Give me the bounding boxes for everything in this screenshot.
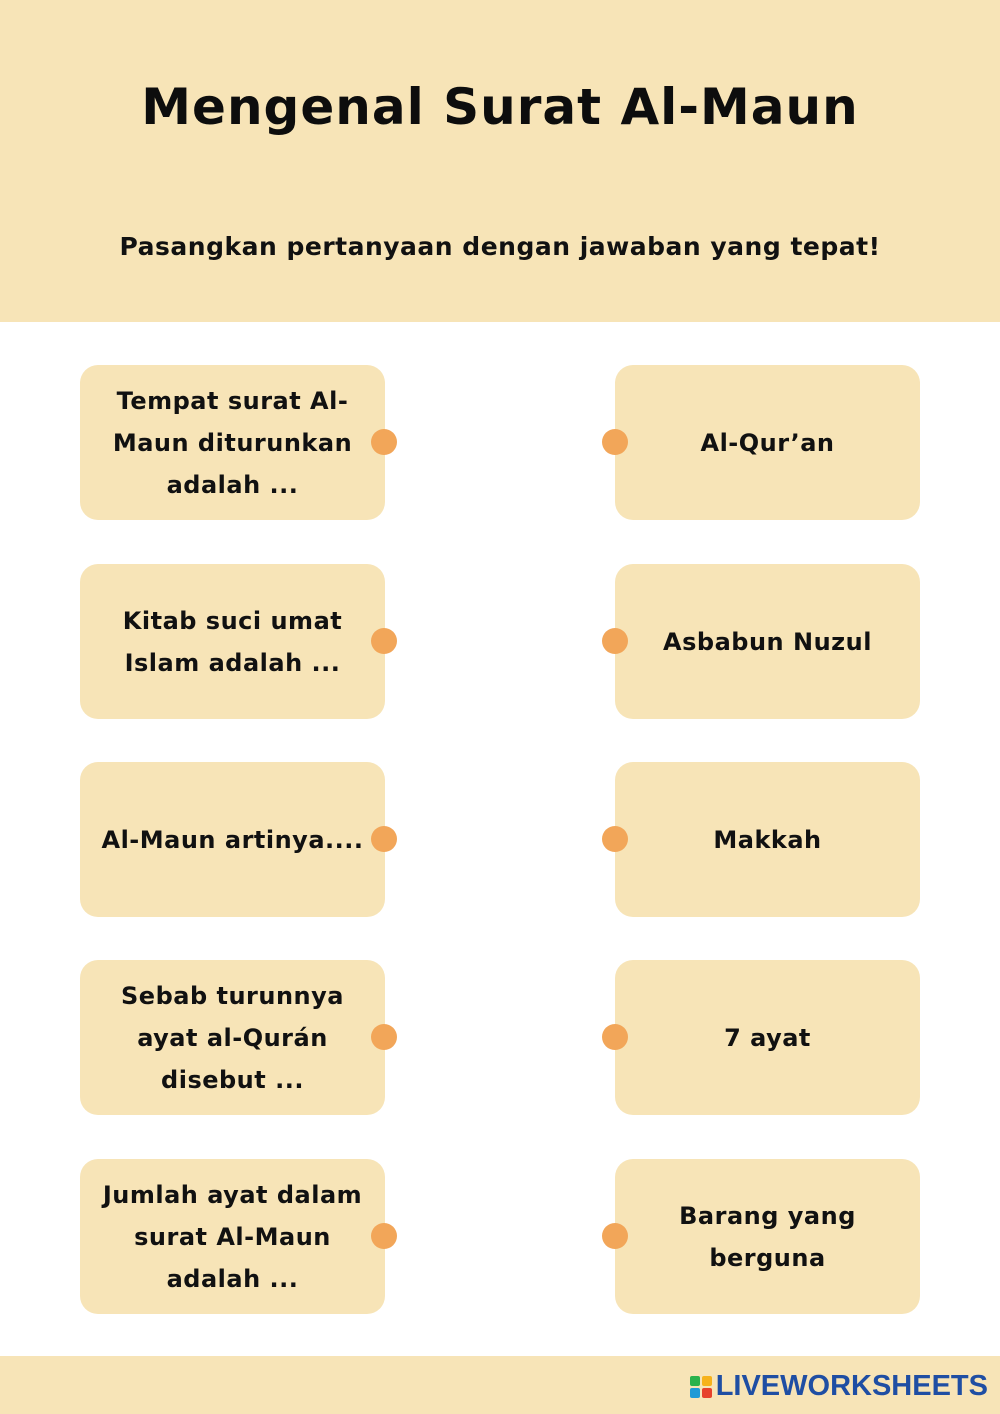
answer-card-1 [615, 365, 920, 520]
question-text-5: Jumlah ayat dalam surat Al-Maun adalah ... [102, 1180, 363, 1293]
question-card-3 [80, 762, 385, 917]
question-text-3: Al-Maun artinya.... [101, 825, 364, 854]
instruction-text: Pasangkan pertanyaan dengan jawaban yang tepat! [119, 232, 881, 261]
answer-text-1: Al-Qur’an [700, 428, 835, 457]
question-connector-dot-1[interactable] [371, 429, 397, 455]
answer-card-2 [615, 564, 920, 719]
answer-card-3 [615, 762, 920, 917]
answer-connector-dot-3[interactable] [602, 826, 628, 852]
answer-text-3: Makkah [713, 825, 822, 854]
question-text-2: Kitab suci umat Islam adalah ... [122, 606, 343, 677]
question-connector-dot-5[interactable] [371, 1223, 397, 1249]
question-card-1 [80, 365, 385, 520]
question-connector-dot-3[interactable] [371, 826, 397, 852]
answer-connector-dot-1[interactable] [602, 429, 628, 455]
question-connector-dot-2[interactable] [371, 628, 397, 654]
footer-bar [0, 1356, 1000, 1414]
answer-connector-dot-5[interactable] [602, 1223, 628, 1249]
question-text-1: Tempat surat Al-Maun diturunkan adalah ... [112, 386, 353, 499]
answer-connector-dot-2[interactable] [602, 628, 628, 654]
answer-card-4 [615, 960, 920, 1115]
header-banner [0, 0, 1000, 322]
question-card-4 [80, 960, 385, 1115]
answer-connector-dot-4[interactable] [602, 1024, 628, 1050]
page-title: Mengenal Surat Al-Maun [141, 78, 859, 136]
answer-text-4: 7 ayat [724, 1023, 811, 1052]
question-card-5 [80, 1159, 385, 1314]
liveworksheets-logo [690, 1370, 988, 1403]
question-connector-dot-4[interactable] [371, 1024, 397, 1050]
answer-text-2: Asbabun Nuzul [663, 627, 872, 656]
liveworksheets-logo-icon [690, 1376, 712, 1398]
question-text-4: Sebab turunnya ayat al-Qurán disebut ... [121, 981, 344, 1094]
answer-card-5 [615, 1159, 920, 1314]
answer-text-5: Barang yang berguna [679, 1201, 856, 1272]
liveworksheets-brand-text: LIVEWORKSHEETS [715, 1370, 988, 1402]
question-card-2 [80, 564, 385, 719]
